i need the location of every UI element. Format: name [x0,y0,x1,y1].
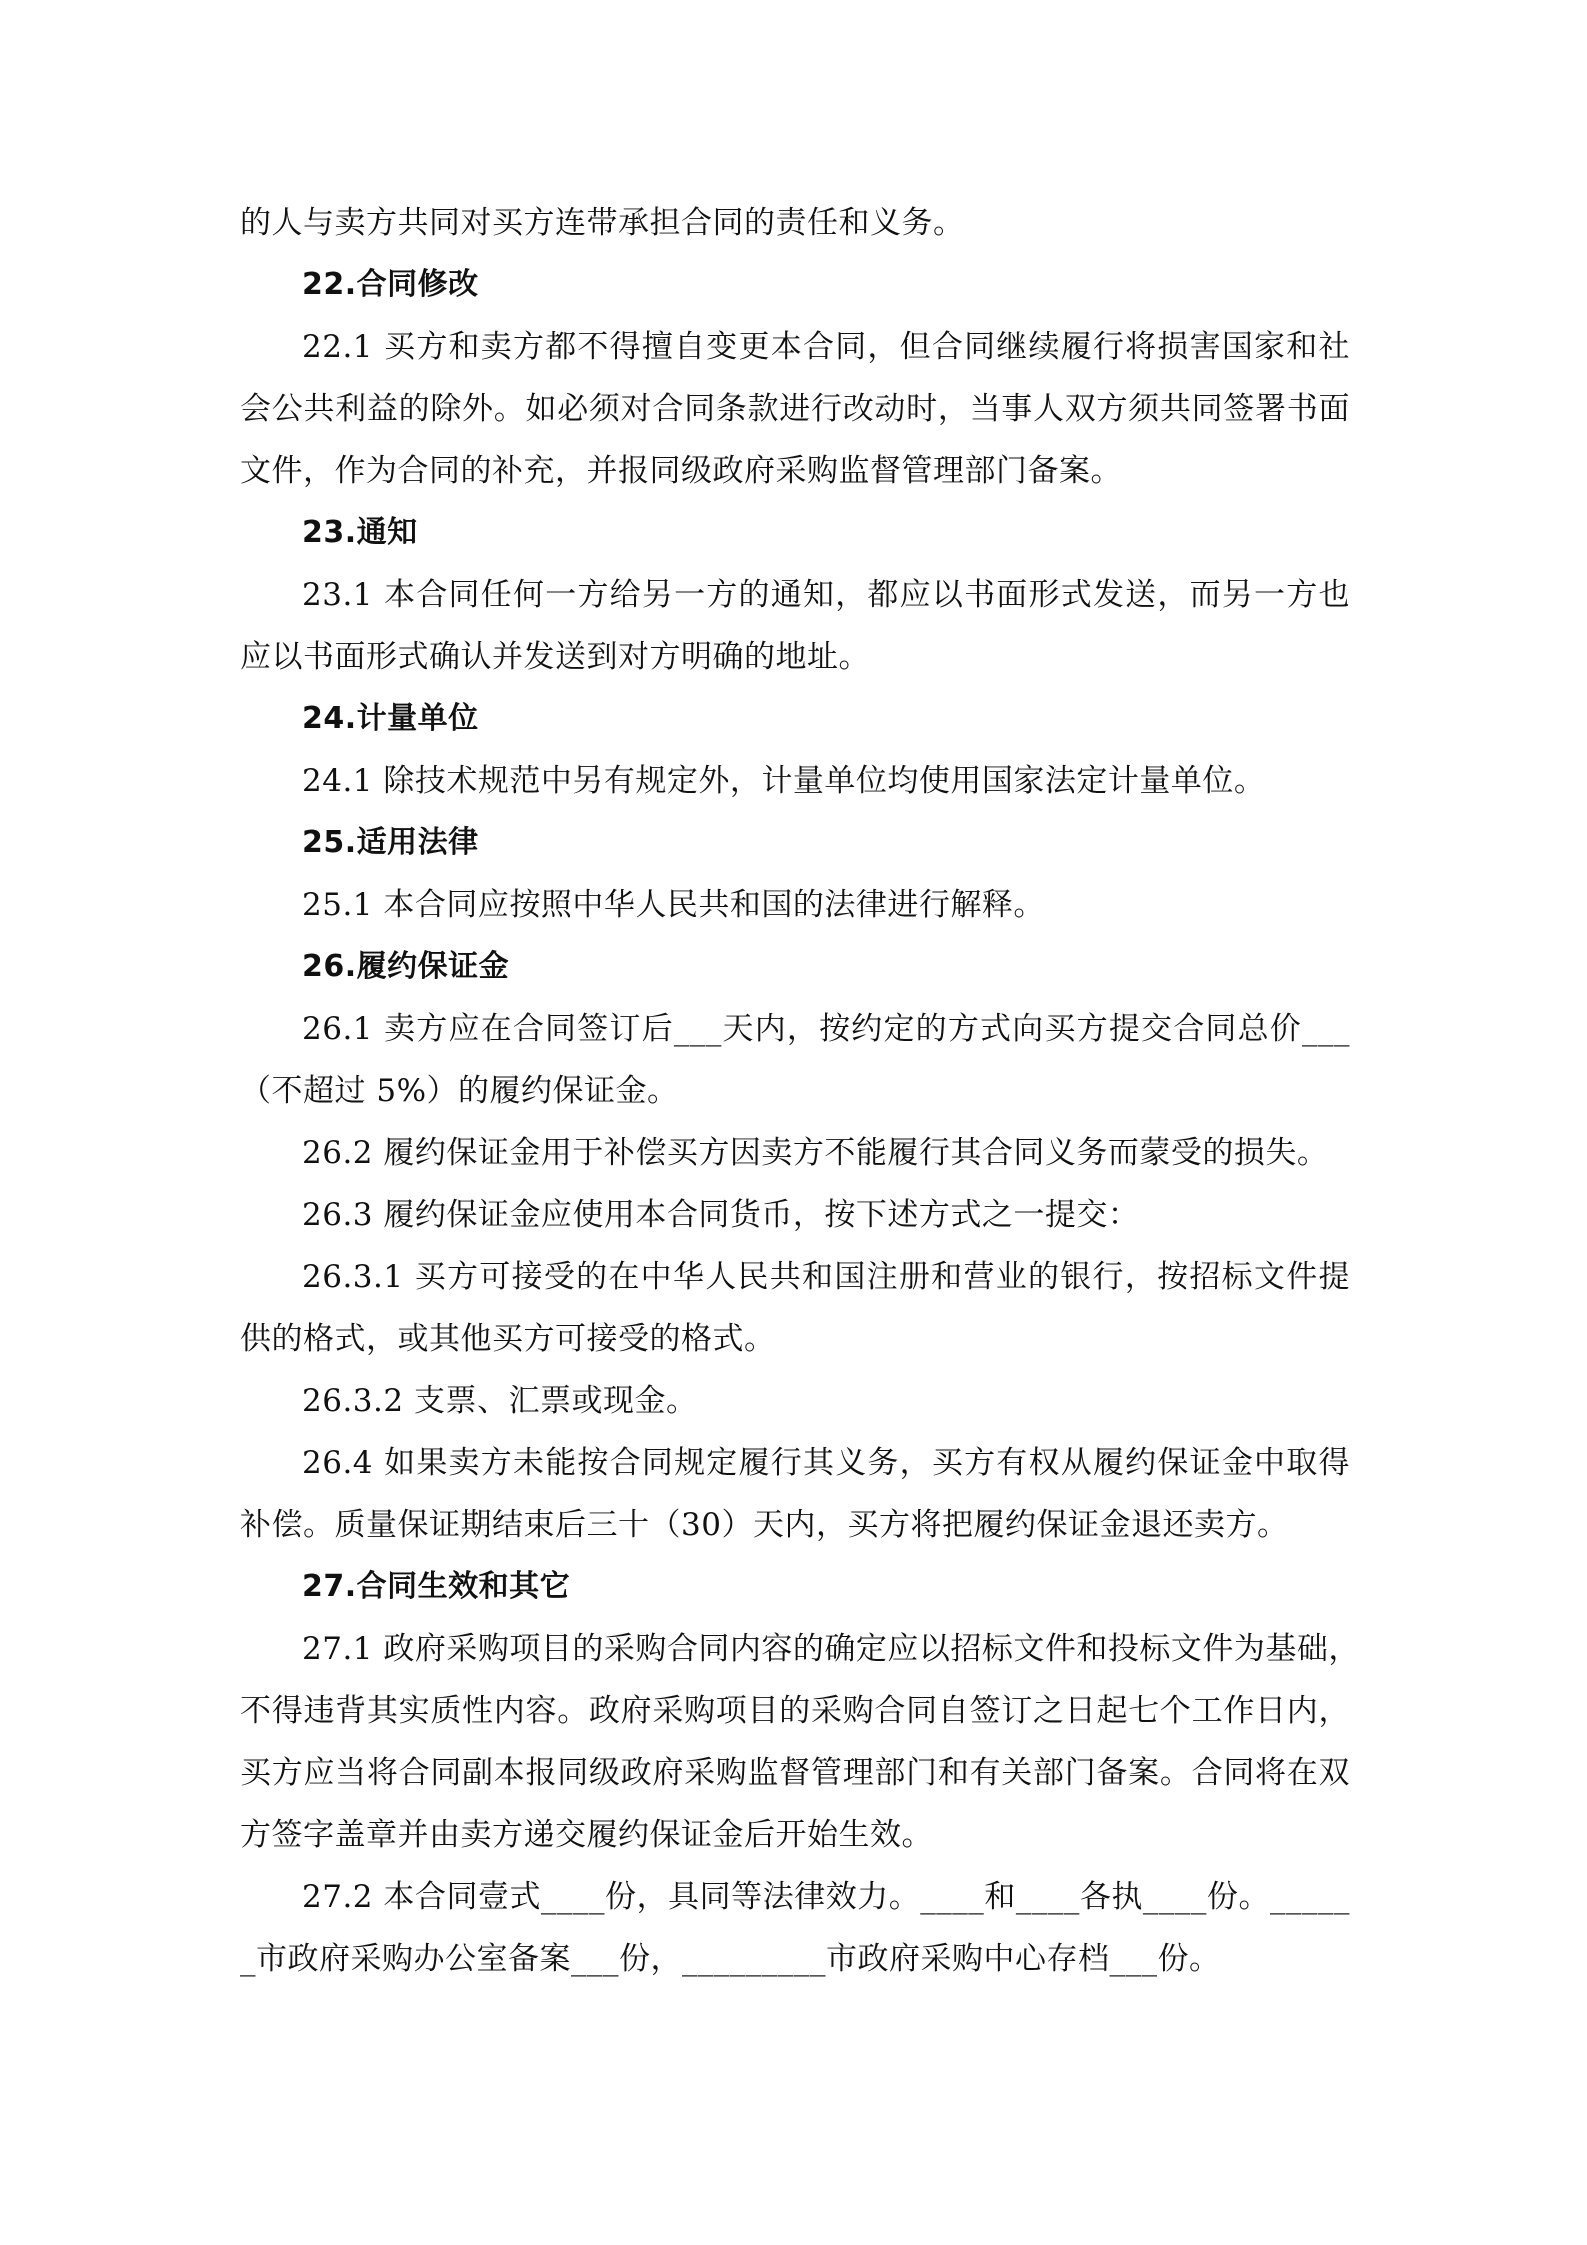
paragraph-line: 不得违背其实质性内容。政府采购项目的采购合同自签订之日起七个工作日内， [240,1693,1350,1729]
section-heading: 23.通知 [302,515,418,550]
paragraph-line: 24.1 除技术规范中另有规定外，计量单位均使用国家法定计量单位。 [302,763,1266,799]
paragraph-line: 应以书面形式确认并发送到对方明确的地址。 [240,639,870,675]
section-heading: 24.计量单位 [302,701,479,736]
paragraph-line: 方签字盖章并由卖方递交履约保证金后开始生效。 [240,1817,933,1853]
document-page [240,192,1360,1990]
paragraph-line: _市政府采购办公室备案___份，_________市政府采购中心存档___份。 [240,1941,1221,1977]
paragraph-line: 补偿。质量保证期结束后三十（30）天内，买方将把履约保证金退还卖方。 [240,1507,1289,1543]
paragraph-line: 22.1 买方和卖方都不得擅自变更本合同，但合同继续履行将损害国家和社 [302,329,1350,365]
paragraph-line: 26.1 卖方应在合同签订后___天内，按约定的方式向买方提交合同总价___ [302,1011,1350,1047]
paragraph-line: （不超过 5%）的履约保证金。 [240,1073,679,1109]
section-heading: 27.合同生效和其它 [302,1569,571,1604]
paragraph-line: 27.1 政府采购项目的采购合同内容的确定应以招标文件和投标文件为基础， [302,1631,1360,1667]
paragraph-line: 26.3.1 买方可接受的在中华人民共和国注册和营业的银行，按招标文件提 [302,1259,1350,1295]
paragraph-line: 的人与卖方共同对买方连带承担合同的责任和义务。 [240,205,965,241]
paragraph-line: 23.1 本合同任何一方给另一方的通知，都应以书面形式发送，而另一方也 [302,577,1350,613]
paragraph-line: 27.2 本合同壹式____份，具同等法律效力。____和____各执____份。_____ [302,1879,1350,1915]
paragraph-line: 26.3 履约保证金应使用本合同货币，按下述方式之一提交： [302,1197,1140,1233]
section-heading: 22.合同修改 [302,267,479,302]
paragraph-line: 26.3.2 支票、汇票或现金。 [302,1383,698,1419]
paragraph-line: 25.1 本合同应按照中华人民共和国的法律进行解释。 [302,887,1045,923]
paragraph-line: 26.4 如果卖方未能按合同规定履行其义务，买方有权从履约保证金中取得 [302,1445,1350,1481]
section-heading: 25.适用法律 [302,825,479,860]
paragraph-line: 会公共利益的除外。如必须对合同条款进行改动时，当事人双方须共同签署书面 [240,391,1350,427]
paragraph-line: 文件，作为合同的补充，并报同级政府采购监督管理部门备案。 [240,453,1122,489]
paragraph-line: 买方应当将合同副本报同级政府采购监督管理部门和有关部门备案。合同将在双 [240,1755,1350,1791]
paragraph-line: 供的格式，或其他买方可接受的格式。 [240,1321,776,1357]
paragraph-line: 26.2 履约保证金用于补偿买方因卖方不能履行其合同义务而蒙受的损失。 [302,1135,1329,1171]
section-heading: 26.履约保证金 [302,949,510,984]
